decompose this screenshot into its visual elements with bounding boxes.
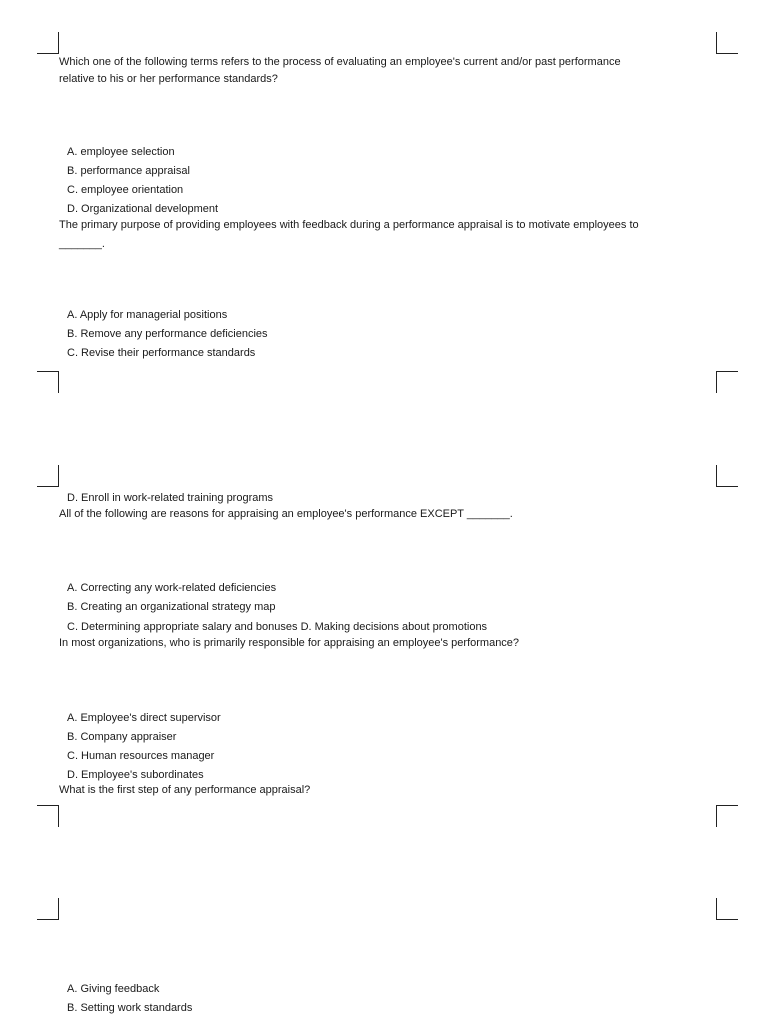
- crop-mark-page2-end-right: [716, 805, 738, 827]
- question-2-option-b: B. Remove any performance deficiencies: [67, 328, 268, 340]
- question-1-option-d: D. Organizational development: [67, 203, 219, 215]
- question-4-prompt: In most organizations, who is primarily responsible for appraising an employee's performance?: [59, 637, 520, 649]
- crop-mark-top-left: [37, 32, 59, 54]
- crop-mark-page3-start-left: [37, 898, 59, 920]
- question-4-option-a: A. Employee's direct supervisor: [67, 712, 221, 724]
- question-4-option-c: C. Human resources manager: [67, 750, 215, 762]
- question-1-option-b: B. performance appraisal: [67, 165, 190, 177]
- crop-mark-page-start-left: [37, 465, 59, 487]
- crop-mark-top-right: [716, 32, 738, 54]
- question-1-option-c: C. employee orientation: [67, 184, 184, 196]
- question-1-option-a: A. employee selection: [67, 146, 175, 158]
- crop-mark-page2-end-left: [37, 805, 59, 827]
- question-5-prompt: What is the first step of any performance appraisal?: [59, 784, 311, 796]
- question-2-option-d: D. Enroll in work-related training programs: [67, 492, 274, 504]
- question-3-prompt: All of the following are reasons for appraising an employee's performance EXCEPT _______.: [59, 508, 513, 520]
- question-5-option-b: B. Setting work standards: [67, 1002, 193, 1014]
- question-4-option-d: D. Employee's subordinates: [67, 769, 204, 781]
- question-2-prompt-line1: The primary purpose of providing employees with feedback during a performance appraisal is to motivate employees to: [59, 219, 639, 231]
- crop-mark-page3-start-right: [716, 898, 738, 920]
- question-3-option-c-d: C. Determining appropriate salary and bonuses D. Making decisions about promotions: [67, 621, 488, 633]
- question-2-option-c: C. Revise their performance standards: [67, 347, 256, 359]
- question-2-prompt-line2: _______.: [59, 238, 105, 250]
- question-3-option-b: B. Creating an organizational strategy map: [67, 601, 276, 613]
- crop-mark-page-start-right: [716, 465, 738, 487]
- question-4-option-b: B. Company appraiser: [67, 731, 177, 743]
- question-1-prompt-line2: relative to his or her performance standards?: [59, 73, 278, 85]
- crop-mark-page-break-left: [37, 371, 59, 393]
- question-5-option-a: A. Giving feedback: [67, 983, 160, 995]
- question-2-option-a: A. Apply for managerial positions: [67, 309, 228, 321]
- question-1-prompt-line1: Which one of the following terms refers to the process of evaluating an employee's current and/or past performance: [59, 56, 621, 68]
- question-3-option-a: A. Correcting any work-related deficiencies: [67, 582, 277, 594]
- crop-mark-page-break-right: [716, 371, 738, 393]
